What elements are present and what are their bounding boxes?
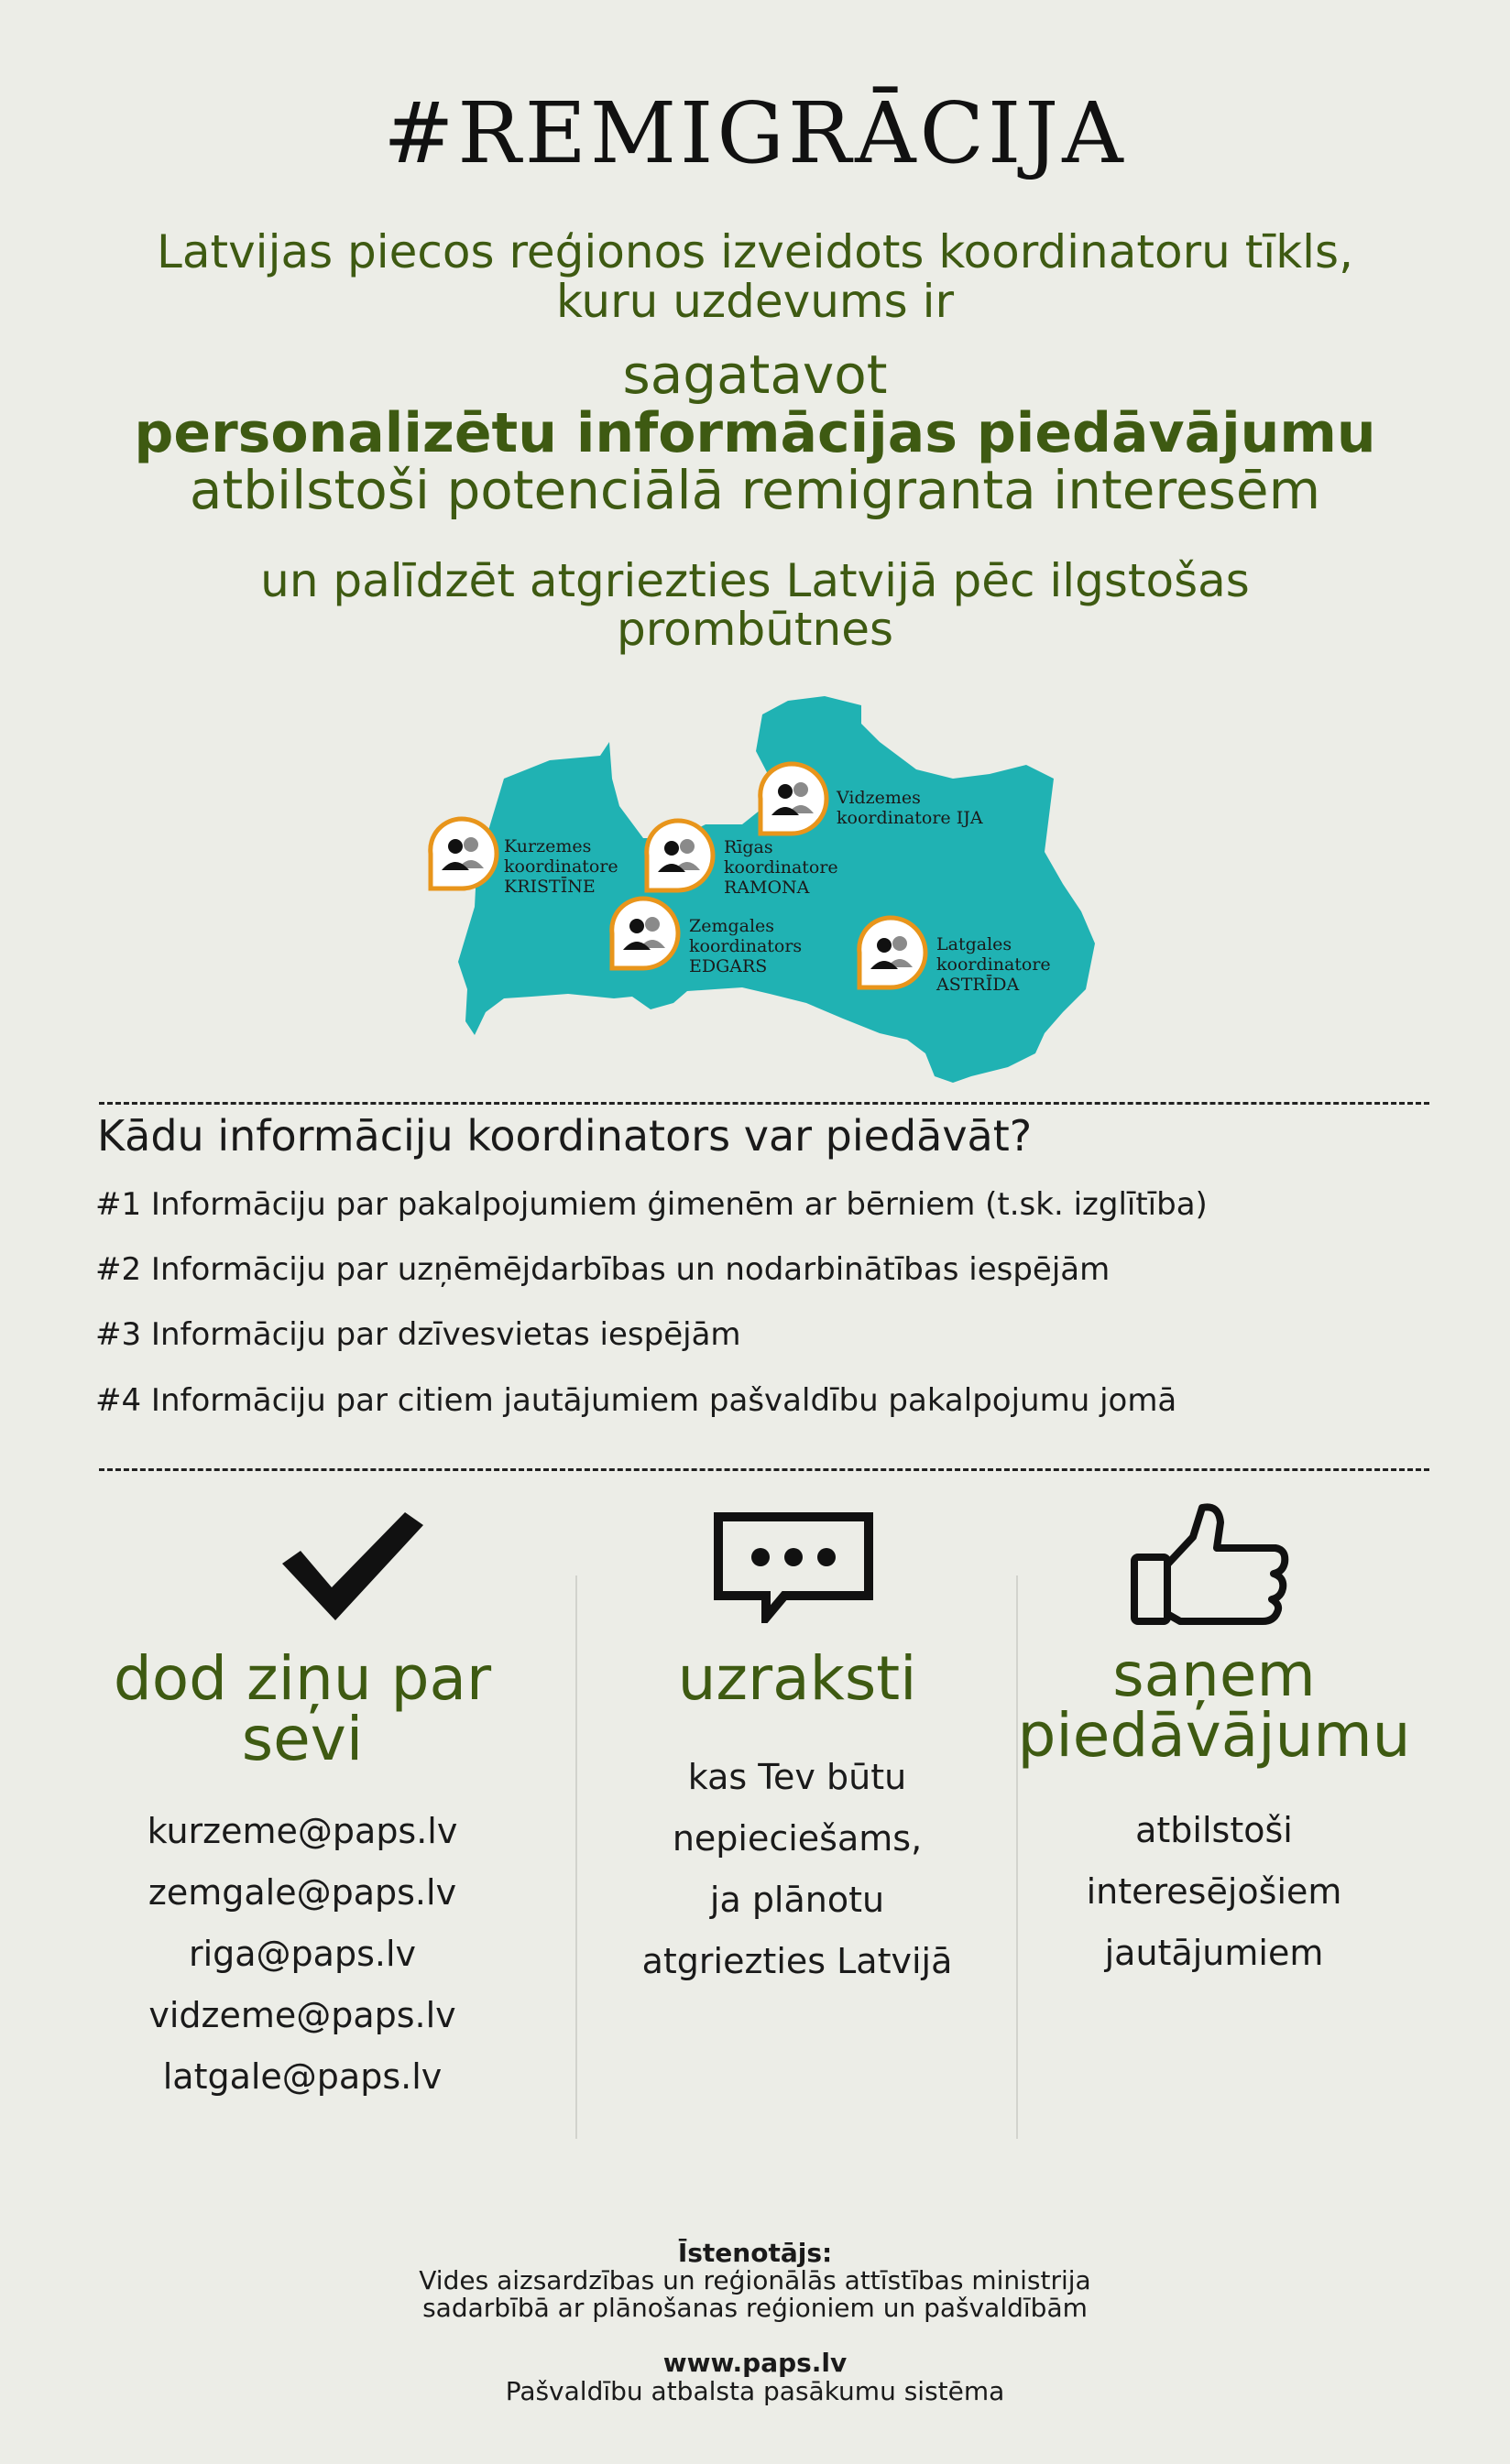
marker-label-zemgale: Zemgales koordinators EDGARS: [689, 916, 803, 976]
intro-line-5: atbilstoši potenciālā remigranta interesēm: [189, 459, 1321, 521]
footer-label: Īstenotājs:: [677, 2238, 833, 2268]
marker-vidzeme[interactable]: [753, 760, 830, 846]
email-latgale[interactable]: latgale@paps.lv: [162, 2056, 443, 2097]
person-pin-icon: [640, 817, 717, 899]
marker-kurzeme[interactable]: [423, 815, 500, 901]
footer-line-3: Pašvaldību atbalsta pasākumu sistēma: [505, 2376, 1005, 2406]
thumbs-up-icon: [1129, 1500, 1292, 1629]
intro-line-3: sagatavot: [622, 343, 888, 406]
checkmark-icon: [275, 1507, 431, 1626]
footer-website[interactable]: www.paps.lv: [662, 2348, 848, 2378]
step-1-title: dod ziņu par sevi: [113, 1643, 492, 1774]
marker-zemgale[interactable]: [605, 895, 682, 981]
intro-line-4: personalizētu informācijas piedāvājumu: [134, 401, 1376, 465]
person-pin-icon: [852, 914, 929, 997]
marker-label-latgale: Latgales koordinatore ASTRĪDA: [936, 934, 1051, 995]
page-title: #REMIGRĀCIJA: [383, 84, 1127, 182]
email-kurzeme[interactable]: kurzeme@paps.lv: [147, 1811, 458, 1851]
intro-line-6: un palīdzēt atgriezties Latvijā pēc ilgstošas: [260, 554, 1250, 607]
person-pin-icon: [605, 895, 682, 977]
marker-label-riga: Rīgas koordinatore RAMONA: [724, 837, 838, 898]
footer-line-2: sadarbībā ar plānošanas reģioniem un pašvaldībām: [422, 2293, 1088, 2323]
info-item-1: #1 Informāciju par pakalpojumiem ģimenēm ar bērniem (t.sk. izglītība): [95, 1186, 1208, 1223]
footer-line-1: Vides aizsardzības un reģionālās attīstības ministrija: [419, 2265, 1091, 2295]
info-item-4: #4 Informāciju par citiem jautājumiem pašvaldību pakalpojumu jomā: [95, 1382, 1177, 1419]
email-zemgale[interactable]: zemgale@paps.lv: [148, 1872, 457, 1913]
marker-label-vidzeme: Vidzemes koordinatore IJA: [837, 788, 983, 828]
column-divider-1: [575, 1575, 577, 2139]
intro-line-7: prombūtnes: [616, 603, 894, 656]
intro-line-2: kuru uzdevums ir: [555, 275, 955, 328]
step-2-title: uzraksti: [677, 1643, 917, 1714]
marker-label-kurzeme: Kurzemes koordinatore KRISTĪNE: [504, 836, 618, 897]
intro-line-1: Latvijas piecos reģionos izveidots koordinatoru tīkls,: [156, 225, 1353, 278]
info-heading: Kādu informāciju koordinators var piedāvāt?: [97, 1111, 1033, 1161]
person-pin-icon: [423, 815, 500, 898]
email-vidzeme[interactable]: vidzeme@paps.lv: [148, 1995, 456, 2035]
info-item-2: #2 Informāciju par uzņēmējdarbības un nodarbinātības iespējām: [95, 1251, 1111, 1288]
marker-riga[interactable]: [640, 817, 717, 903]
info-item-3: #3 Informāciju par dzīvesvietas iespējām: [95, 1316, 741, 1353]
step-1-emails: [55, 1801, 550, 2108]
person-pin-icon: [753, 760, 830, 843]
email-riga[interactable]: riga@paps.lv: [188, 1934, 417, 1974]
marker-latgale[interactable]: [852, 914, 929, 1000]
step-2-text: kas Tev būtu nepieciešams, ja plānotu atgriezties Latvijā: [641, 1757, 953, 1981]
chat-bubble-icon: [713, 1511, 874, 1623]
step-3-text: atbilstoši interesējošiem jautājumiem: [1086, 1810, 1342, 1973]
divider-top: [99, 1102, 1429, 1105]
step-3-title: saņem piedāvājumu: [1017, 1640, 1411, 1771]
divider-bottom: [99, 1468, 1429, 1471]
